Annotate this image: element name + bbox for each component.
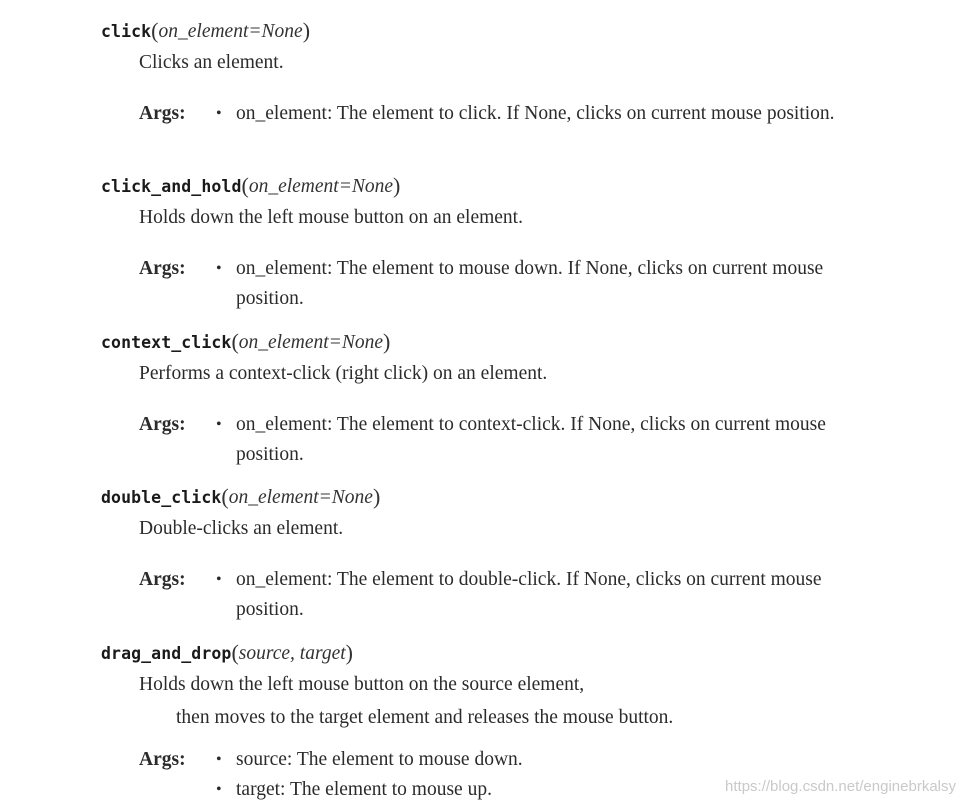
args-list [216,410,876,469]
bullet-icon: • [216,260,222,277]
args-label: Args: [139,258,186,279]
close-paren: ) [345,640,353,665]
method-name: context_click [101,333,232,352]
method-description: Holds down the left mouse button on an element. [139,207,523,228]
bullet-icon: • [216,571,222,588]
args-list [216,745,876,804]
arg-text: on_element: The element to mouse down. If None, clicks on current mouse position. [236,258,824,309]
method-description: Performs a context-click (right click) on an element. [139,363,548,384]
method-signature [101,482,380,512]
list-item [216,745,876,775]
close-paren: ) [372,484,381,509]
method-params: source, target [238,643,346,664]
method-params: on_element=None [228,487,373,508]
arg-text: target: The element to mouse up. [236,778,492,800]
args-list [216,565,876,624]
open-paren: ( [231,329,239,354]
args-list [216,99,876,129]
method-signature [101,327,390,357]
method-params: on_element=None [248,176,394,197]
method-name: drag_and_drop [101,644,232,663]
close-paren: ) [302,18,311,43]
method-name: double_click [101,488,222,507]
method-params: on_element=None [238,332,383,353]
arg-text: on_element: The element to double-click. If None, clicks on current mouse position. [236,569,822,620]
open-paren: ( [221,484,229,509]
close-paren: ) [393,173,401,198]
list-item [216,410,876,469]
method-signature [101,638,353,668]
args-label: Args: [139,414,186,435]
bullet-icon: • [216,780,222,798]
open-paren: ( [231,640,239,665]
arg-text: source: The element to mouse down. [236,749,523,770]
method-params: on_element=None [158,21,303,42]
method-description: Holds down the left mouse button on the source element, [139,674,585,695]
open-paren: ( [151,18,159,43]
watermark-text: https://blog.csdn.net/enginebrkalsy [725,778,956,795]
list-item [216,254,876,313]
args-label: Args: [139,749,186,770]
open-paren: ( [241,173,249,198]
bullet-icon: • [216,751,222,768]
args-label: Args: [139,569,186,590]
method-signature [101,16,310,46]
close-paren: ) [382,329,391,354]
method-signature [101,171,400,201]
bullet-icon: • [216,105,222,122]
bullet-icon: • [216,416,222,433]
method-description-continued: then moves to the target element and releases the mouse button. [176,707,674,728]
args-label: Args: [139,103,186,124]
args-list [216,254,876,313]
arg-text: on_element: The element to context-click. If None, clicks on current mouse position. [236,414,826,465]
method-description: Double-clicks an element. [139,518,344,539]
arg-text: on_element: The element to click. If None, clicks on current mouse position. [236,103,835,124]
list-item [216,565,876,624]
method-description: Clicks an element. [139,52,284,73]
method-name: click [101,22,152,41]
list-item [216,99,876,129]
method-name: click_and_hold [101,177,242,196]
